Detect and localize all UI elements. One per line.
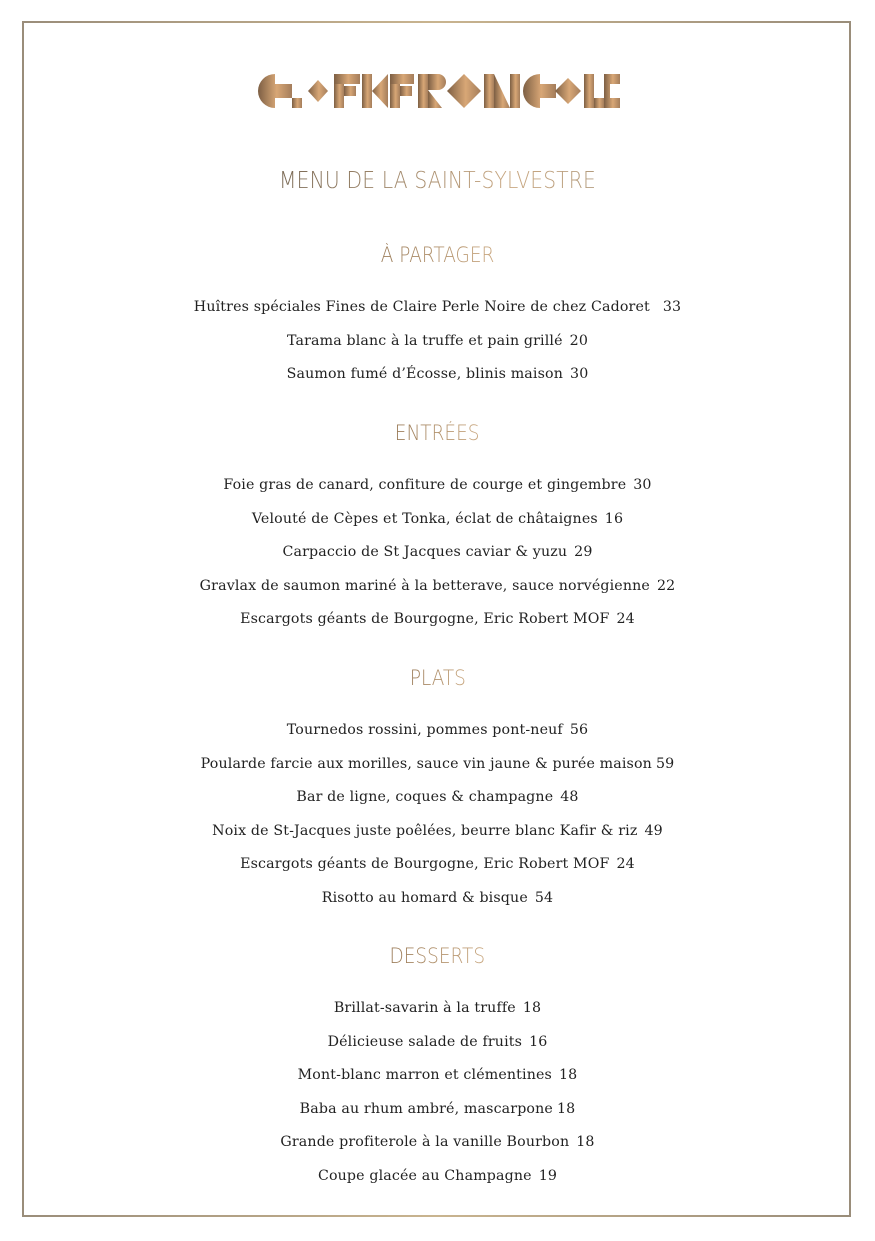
menu-item: Noix de St-Jacques juste poêlées, beurre blanc Kafir & riz 49 <box>212 822 663 839</box>
menu-item: Bar de ligne, coques & champagne 48 <box>296 789 579 805</box>
menu-item: Foie gras de canard, confiture de courge et gingembre 30 <box>223 477 652 493</box>
item-price: 54 <box>534 889 554 906</box>
item-price: 18 <box>559 1067 578 1083</box>
menu-item: Escargots géants de Bourgogne, Eric Robert MOF 24 <box>240 611 635 627</box>
menu-item: Escargots géants de Bourgogne, Eric Robert MOF 24 <box>240 856 635 872</box>
item-price: 29 <box>574 544 593 560</box>
menu-item: Carpaccio de St Jacques caviar & yuzu 29 <box>282 544 593 560</box>
menu-item: Coupe glacée au Champagne 19 <box>317 1167 558 1184</box>
item-price: 49 <box>644 822 663 839</box>
item-price: 16 <box>604 510 624 527</box>
menu-item: Risotto au homard & bisque 54 <box>321 889 554 906</box>
item-price: 20 <box>569 332 589 349</box>
menu-item: Mont-blanc marron et clémentines 18 <box>297 1067 578 1083</box>
section-a-partager <box>0 243 875 392</box>
section-heading: PLATS <box>409 666 466 690</box>
menu-item: Délicieuse salade de fruits 16 <box>327 1033 548 1050</box>
menu-item: Brillat-savarin à la truffe 18 <box>333 1000 542 1016</box>
item-price: 30 <box>633 477 652 493</box>
item-price: 18 <box>556 1100 576 1117</box>
item-price: 48 <box>560 789 579 805</box>
menu-item: Tarama blanc à la truffe et pain grillé 20 <box>286 332 589 349</box>
item-price: 59 <box>655 755 675 772</box>
menu-item: Gravlax de saumon mariné à la betterave, sauce norvégienne 22 <box>199 577 676 594</box>
menu-item: Tournedos rossini, pommes pont-neuf 56 <box>286 722 589 738</box>
menu-item: Poularde farcie aux morilles, sauce vin jaune & purée maison 59 <box>200 755 675 772</box>
item-price: 22 <box>656 577 676 594</box>
item-price: 56 <box>569 722 589 738</box>
section-entrees <box>0 421 875 637</box>
item-price: 16 <box>529 1033 548 1050</box>
menu-item: Velouté de Cèpes et Tonka, éclat de châtaignes 16 <box>251 510 624 527</box>
section-desserts <box>0 944 875 1193</box>
menu-title: MENU DE LA SAINT-SYLVESTRE <box>53 168 823 194</box>
item-price: 24 <box>616 611 635 627</box>
menu-item: Baba au rhum ambré, mascarpone 18 <box>299 1100 576 1117</box>
restaurant-logo <box>258 74 620 108</box>
section-heading: ENTRÉES <box>395 421 480 445</box>
item-price: 19 <box>538 1167 558 1184</box>
menu-item: Grande profiterole à la vanille Bourbon 18 <box>280 1134 595 1150</box>
section-heading: DESSERTS <box>389 944 486 968</box>
item-price: 30 <box>570 366 589 382</box>
section-heading: À PARTAGER <box>380 243 495 267</box>
section-plats <box>0 666 875 915</box>
menu-item: Huîtres spéciales Fines de Claire Perle Noire de chez Cadoret 33 <box>193 299 682 315</box>
item-price: 18 <box>576 1134 595 1150</box>
item-price: 24 <box>616 856 635 872</box>
item-price: 33 <box>662 299 682 315</box>
item-price: 18 <box>522 1000 542 1016</box>
menu-item: Saumon fumé d’Écosse, blinis maison 30 <box>286 366 589 382</box>
